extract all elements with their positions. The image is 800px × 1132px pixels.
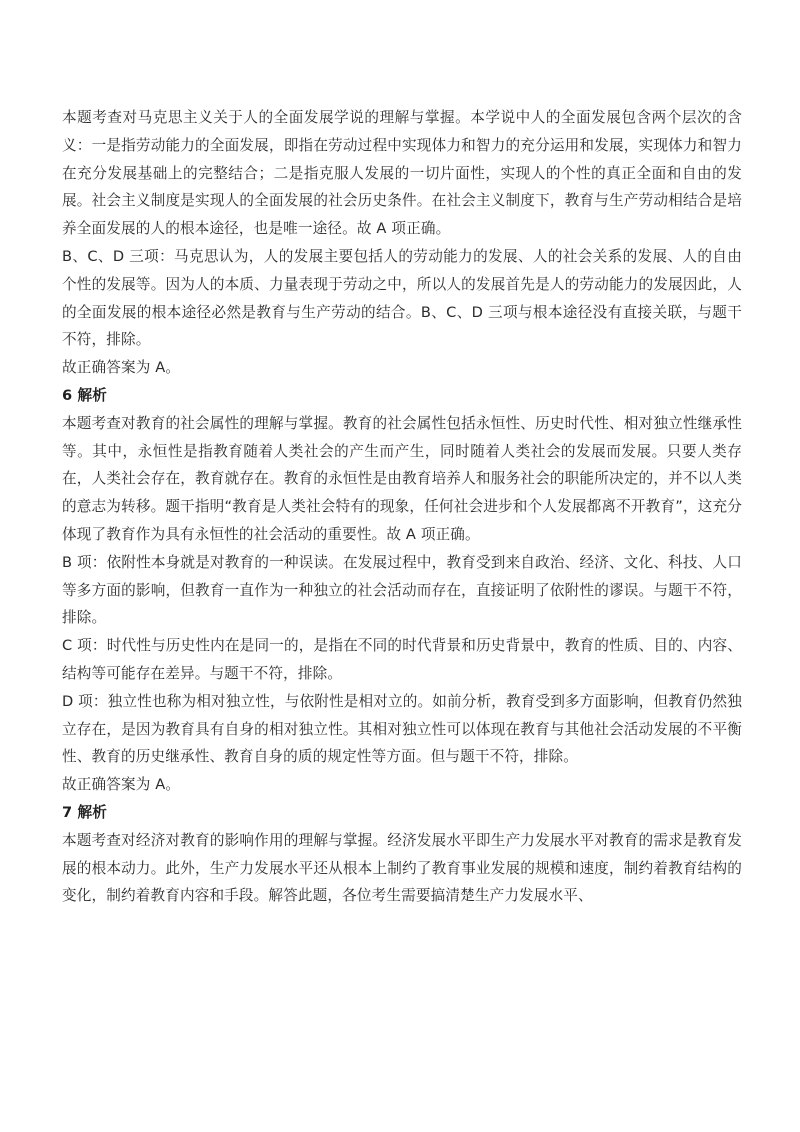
paragraph: B、C、D 三项：马克思认为，人的发展主要包括人的劳动能力的发展、人的社会关系的发展、人的自由个性的发展等。因为人的本质、力量表现于劳动之中，所以人的发展首先是人的劳动能力的发展因此，人的全面发展的根本途径必然是教育与生产劳动的结合。B、C、D 三项与根本途径没有直接关联，与题干不符，排除。 — [62, 247, 742, 349]
section-heading-7: 7 解析 — [62, 803, 108, 821]
paragraph: D 项：独立性也称为相对独立性，与依附性是相对立的。如前分析，教育受到多方面影响，但教育仍然独立存在，是因为教育具有自身的相对独立性。其相对独立性可以体现在教育与其他社会活动发展的不平衡性、教育的历史继承性、教育自身的质的规定性等方面。但与题干不符，排除。 — [62, 692, 742, 766]
paragraph: 本题考查对教育的社会属性的理解与掌握。教育的社会属性包括永恒性、历史时代性、相对独立性继承性等。其中，永恒性是指教育随着人类社会的产生而产生，同时随着人类社会的发展而发展。只要人类存在，人类社会存在，教育就存在。教育的永恒性是由教育培养人和服务社会的职能所决定的，并不以人类的意志为转移。题干指明“教育是人类社会特有的现象，任何社会进步和个人发展都离不开教育”，这充分体现了教育作为具有永恒性的社会活动的重要性。故 A 项正确。 — [62, 414, 742, 543]
paragraph: B 项：依附性本身就是对教育的一种误读。在发展过程中，教育受到来自政治、经济、文化、科技、人口等多方面的影响，但教育一直作为一种独立的社会活动而存在，直接证明了依附性的谬误。与题干不符，排除。 — [62, 553, 742, 627]
conclusion: 故正确答案为 A。 — [62, 776, 181, 794]
paragraph: 本题考查对马克思主义关于人的全面发展学说的理解与掌握。本学说中人的全面发展包含两个层次的含义：一是指劳动能力的全面发展，即指在劳动过程中实现体力和智力的充分运用和发展，实现体力和智力在充分发展基础上的完整结合；二是指克服人发展的一切片面性，实现人的个性的真正全面和自由的发展。社会主义制度是实现人的全面发展的社会历史条件。在社会主义制度下，教育与生产劳动相结合是培养全面发展的人的根本途径，也是唯一途径。故 A 项正确。 — [62, 109, 742, 238]
paragraph: C 项：时代性与历史性内在是同一的，是指在不同的时代背景和历史背景中，教育的性质、目的、内容、结构等可能存在差异。与题干不符，排除。 — [62, 637, 742, 682]
section-heading-6: 6 解析 — [62, 386, 108, 404]
document-body — [62, 104, 742, 910]
paragraph: 本题考查对经济对教育的影响作用的理解与掌握。经济发展水平即生产力发展水平对教育的需求是教育发展的根本动力。此外，生产力发展水平还从根本上制约了教育事业发展的规模和速度，制约着教育结构的变化，制约着教育内容和手段。解答此题，各位考生需要搞清楚生产力发展水平、 — [62, 831, 742, 905]
conclusion: 故正确答案为 A。 — [62, 359, 181, 377]
